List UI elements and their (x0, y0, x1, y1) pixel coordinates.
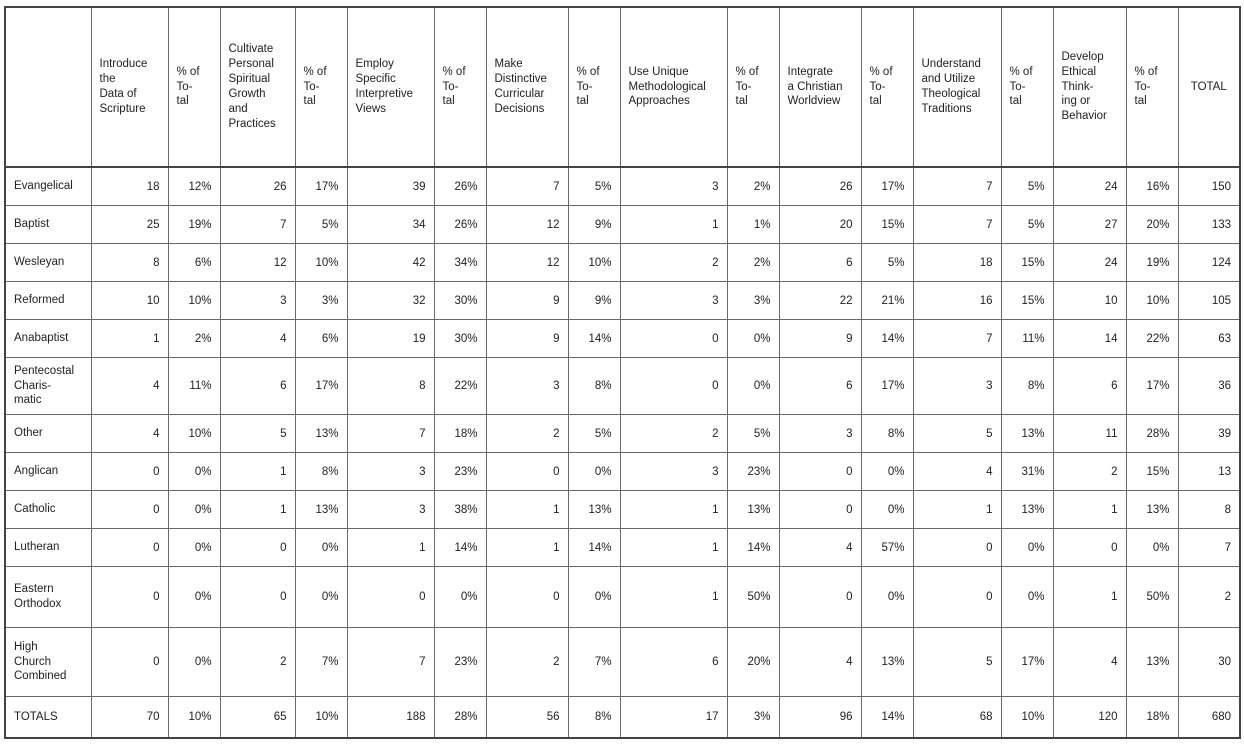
count-cell: 1 (1053, 567, 1126, 628)
table-row (5, 491, 1240, 529)
percent-cell: 10% (295, 697, 347, 739)
count-cell: 17 (620, 697, 727, 739)
percent-cell: 13% (1001, 415, 1053, 453)
count-cell: 3 (347, 491, 434, 529)
count-cell: 2 (1053, 453, 1126, 491)
count-cell: 96 (779, 697, 861, 739)
percent-cell: 0% (168, 529, 220, 567)
percent-cell: 10% (168, 415, 220, 453)
percent-cell: 50% (1126, 567, 1178, 628)
total-cell: 36 (1178, 358, 1240, 415)
percent-cell: 0% (727, 320, 779, 358)
percent-cell: 14% (568, 529, 620, 567)
count-cell: 1 (486, 491, 568, 529)
count-cell: 68 (913, 697, 1001, 739)
total-cell: 124 (1178, 244, 1240, 282)
header-row (5, 7, 1240, 167)
header-pct: % of To- tal (434, 7, 486, 167)
count-cell: 3 (913, 358, 1001, 415)
row-label: Reformed (5, 282, 91, 320)
count-cell: 0 (779, 491, 861, 529)
count-cell: 0 (91, 628, 168, 697)
total-cell: 7 (1178, 529, 1240, 567)
count-cell: 1 (620, 491, 727, 529)
table-row (5, 567, 1240, 628)
percent-cell: 10% (295, 244, 347, 282)
count-cell: 4 (913, 453, 1001, 491)
count-cell: 3 (620, 453, 727, 491)
percent-cell: 15% (1126, 453, 1178, 491)
percent-cell: 9% (568, 282, 620, 320)
percent-cell: 10% (168, 282, 220, 320)
count-cell: 5 (220, 415, 295, 453)
header-pct: % of To- tal (861, 7, 913, 167)
total-cell: 680 (1178, 697, 1240, 739)
percent-cell: 2% (727, 244, 779, 282)
count-cell: 2 (486, 628, 568, 697)
count-cell: 56 (486, 697, 568, 739)
table-row (5, 358, 1240, 415)
count-cell: 5 (913, 628, 1001, 697)
count-cell: 26 (779, 167, 861, 206)
percent-cell: 6% (295, 320, 347, 358)
percent-cell: 0% (168, 567, 220, 628)
percent-cell: 17% (1126, 358, 1178, 415)
header-ethical-thinking: Develop Ethical Think- ing or Behavior (1053, 7, 1126, 167)
percent-cell: 26% (434, 167, 486, 206)
percent-cell: 28% (1126, 415, 1178, 453)
percent-cell: 34% (434, 244, 486, 282)
header-cell-corner (5, 7, 91, 167)
table-row (5, 206, 1240, 244)
percent-cell: 13% (1001, 491, 1053, 529)
count-cell: 0 (779, 567, 861, 628)
row-label: Anglican (5, 453, 91, 491)
percent-cell: 5% (1001, 206, 1053, 244)
total-cell: 2 (1178, 567, 1240, 628)
percent-cell: 16% (1126, 167, 1178, 206)
count-cell: 10 (1053, 282, 1126, 320)
table-wrapper (4, 6, 1241, 739)
percent-cell: 18% (1126, 697, 1178, 739)
totals-row (5, 697, 1240, 739)
percent-cell: 23% (727, 453, 779, 491)
total-cell: 39 (1178, 415, 1240, 453)
percent-cell: 0% (568, 453, 620, 491)
count-cell: 1 (486, 529, 568, 567)
percent-cell: 12% (168, 167, 220, 206)
row-label: Eastern Orthodox (5, 567, 91, 628)
percent-cell: 5% (1001, 167, 1053, 206)
percent-cell: 2% (168, 320, 220, 358)
percent-cell: 21% (861, 282, 913, 320)
percent-cell: 14% (434, 529, 486, 567)
header-pct: % of To- tal (1126, 7, 1178, 167)
count-cell: 65 (220, 697, 295, 739)
count-cell: 0 (486, 453, 568, 491)
percent-cell: 22% (434, 358, 486, 415)
count-cell: 22 (779, 282, 861, 320)
count-cell: 9 (486, 282, 568, 320)
count-cell: 2 (620, 415, 727, 453)
percent-cell: 8% (295, 453, 347, 491)
count-cell: 12 (486, 244, 568, 282)
percent-cell: 0% (168, 453, 220, 491)
count-cell: 3 (620, 167, 727, 206)
percent-cell: 15% (861, 206, 913, 244)
percent-cell: 0% (727, 358, 779, 415)
percent-cell: 19% (1126, 244, 1178, 282)
count-cell: 8 (91, 244, 168, 282)
count-cell: 7 (913, 167, 1001, 206)
header-methodological-approaches: Use Unique Methodological Approaches (620, 7, 727, 167)
count-cell: 4 (220, 320, 295, 358)
row-label: Lutheran (5, 529, 91, 567)
percent-cell: 28% (434, 697, 486, 739)
count-cell: 8 (347, 358, 434, 415)
count-cell: 16 (913, 282, 1001, 320)
percent-cell: 5% (568, 167, 620, 206)
count-cell: 12 (486, 206, 568, 244)
count-cell: 9 (779, 320, 861, 358)
count-cell: 3 (220, 282, 295, 320)
count-cell: 120 (1053, 697, 1126, 739)
header-pct: % of To- tal (568, 7, 620, 167)
percent-cell: 15% (1001, 244, 1053, 282)
row-label: Wesleyan (5, 244, 91, 282)
percent-cell: 0% (568, 567, 620, 628)
table-row (5, 167, 1240, 206)
percent-cell: 6% (168, 244, 220, 282)
percent-cell: 10% (568, 244, 620, 282)
count-cell: 26 (220, 167, 295, 206)
total-cell: 150 (1178, 167, 1240, 206)
total-cell: 133 (1178, 206, 1240, 244)
header-theological-traditions: Understand and Utilize Theological Traditions (913, 7, 1001, 167)
count-cell: 6 (779, 358, 861, 415)
percent-cell: 2% (727, 167, 779, 206)
count-cell: 1 (220, 453, 295, 491)
count-cell: 5 (913, 415, 1001, 453)
count-cell: 25 (91, 206, 168, 244)
percent-cell: 15% (1001, 282, 1053, 320)
total-cell: 105 (1178, 282, 1240, 320)
count-cell: 12 (220, 244, 295, 282)
percent-cell: 30% (434, 320, 486, 358)
count-cell: 2 (220, 628, 295, 697)
percent-cell: 17% (861, 358, 913, 415)
percent-cell: 0% (295, 529, 347, 567)
count-cell: 7 (913, 320, 1001, 358)
percent-cell: 22% (1126, 320, 1178, 358)
count-cell: 24 (1053, 167, 1126, 206)
table-row (5, 320, 1240, 358)
percent-cell: 14% (861, 697, 913, 739)
count-cell: 3 (486, 358, 568, 415)
percent-cell: 11% (1001, 320, 1053, 358)
percent-cell: 13% (861, 628, 913, 697)
count-cell: 1 (1053, 491, 1126, 529)
percent-cell: 8% (568, 358, 620, 415)
count-cell: 1 (620, 529, 727, 567)
percent-cell: 0% (168, 491, 220, 529)
header-interpretive-views: Employ Specific Interpretive Views (347, 7, 434, 167)
count-cell: 7 (220, 206, 295, 244)
percent-cell: 9% (568, 206, 620, 244)
percent-cell: 5% (727, 415, 779, 453)
count-cell: 4 (1053, 628, 1126, 697)
total-cell: 13 (1178, 453, 1240, 491)
percent-cell: 10% (168, 697, 220, 739)
count-cell: 7 (913, 206, 1001, 244)
count-cell: 2 (620, 244, 727, 282)
count-cell: 0 (220, 567, 295, 628)
percent-cell: 17% (861, 167, 913, 206)
percent-cell: 10% (1126, 282, 1178, 320)
count-cell: 9 (486, 320, 568, 358)
count-cell: 70 (91, 697, 168, 739)
count-cell: 0 (620, 358, 727, 415)
count-cell: 0 (91, 529, 168, 567)
percent-cell: 3% (727, 697, 779, 739)
header-pct: % of To- tal (295, 7, 347, 167)
percent-cell: 23% (434, 628, 486, 697)
percent-cell: 0% (861, 567, 913, 628)
percent-cell: 0% (168, 628, 220, 697)
count-cell: 14 (1053, 320, 1126, 358)
header-christian-worldview: Integrate a Christian Worldview (779, 7, 861, 167)
percent-cell: 14% (568, 320, 620, 358)
percent-cell: 14% (861, 320, 913, 358)
percent-cell: 0% (1001, 567, 1053, 628)
count-cell: 3 (347, 453, 434, 491)
percent-cell: 8% (1001, 358, 1053, 415)
header-pct: % of To- tal (168, 7, 220, 167)
row-label: Baptist (5, 206, 91, 244)
percent-cell: 8% (861, 415, 913, 453)
percent-cell: 20% (727, 628, 779, 697)
percent-cell: 5% (861, 244, 913, 282)
percent-cell: 13% (1126, 491, 1178, 529)
row-label: Anabaptist (5, 320, 91, 358)
percent-cell: 7% (295, 628, 347, 697)
percent-cell: 19% (168, 206, 220, 244)
count-cell: 0 (347, 567, 434, 628)
count-cell: 4 (779, 529, 861, 567)
count-cell: 0 (913, 529, 1001, 567)
header-cultivate-growth: Cultivate Personal Spiritual Growth and Practices (220, 7, 295, 167)
percent-cell: 13% (295, 415, 347, 453)
percent-cell: 0% (1001, 529, 1053, 567)
count-cell: 0 (91, 567, 168, 628)
count-cell: 4 (91, 358, 168, 415)
count-cell: 7 (486, 167, 568, 206)
count-cell: 0 (913, 567, 1001, 628)
count-cell: 0 (91, 491, 168, 529)
count-cell: 42 (347, 244, 434, 282)
count-cell: 1 (347, 529, 434, 567)
count-cell: 6 (1053, 358, 1126, 415)
count-cell: 19 (347, 320, 434, 358)
row-label: Evangelical (5, 167, 91, 206)
denomination-objectives-table (4, 6, 1241, 739)
percent-cell: 26% (434, 206, 486, 244)
count-cell: 3 (779, 415, 861, 453)
count-cell: 188 (347, 697, 434, 739)
header-pct: % of To- tal (1001, 7, 1053, 167)
count-cell: 0 (220, 529, 295, 567)
percent-cell: 17% (295, 358, 347, 415)
row-label: Pentecostal Charis- matic (5, 358, 91, 415)
count-cell: 39 (347, 167, 434, 206)
count-cell: 4 (91, 415, 168, 453)
percent-cell: 1% (727, 206, 779, 244)
percent-cell: 13% (727, 491, 779, 529)
row-label: Catholic (5, 491, 91, 529)
table-row (5, 529, 1240, 567)
row-label: TOTALS (5, 697, 91, 739)
percent-cell: 31% (1001, 453, 1053, 491)
count-cell: 1 (913, 491, 1001, 529)
count-cell: 0 (620, 320, 727, 358)
count-cell: 4 (779, 628, 861, 697)
table-body (5, 167, 1240, 738)
count-cell: 0 (1053, 529, 1126, 567)
percent-cell: 23% (434, 453, 486, 491)
row-label: High Church Combined (5, 628, 91, 697)
percent-cell: 20% (1126, 206, 1178, 244)
header-total: TOTAL (1178, 7, 1240, 167)
percent-cell: 50% (727, 567, 779, 628)
percent-cell: 17% (1001, 628, 1053, 697)
count-cell: 0 (779, 453, 861, 491)
percent-cell: 0% (861, 491, 913, 529)
count-cell: 34 (347, 206, 434, 244)
count-cell: 18 (91, 167, 168, 206)
total-cell: 63 (1178, 320, 1240, 358)
percent-cell: 0% (1126, 529, 1178, 567)
count-cell: 1 (220, 491, 295, 529)
percent-cell: 13% (1126, 628, 1178, 697)
percent-cell: 5% (295, 206, 347, 244)
percent-cell: 14% (727, 529, 779, 567)
percent-cell: 11% (168, 358, 220, 415)
count-cell: 2 (486, 415, 568, 453)
count-cell: 27 (1053, 206, 1126, 244)
count-cell: 6 (779, 244, 861, 282)
percent-cell: 0% (861, 453, 913, 491)
count-cell: 7 (347, 415, 434, 453)
percent-cell: 30% (434, 282, 486, 320)
total-cell: 30 (1178, 628, 1240, 697)
count-cell: 7 (347, 628, 434, 697)
percent-cell: 13% (568, 491, 620, 529)
percent-cell: 3% (727, 282, 779, 320)
table-row (5, 453, 1240, 491)
percent-cell: 3% (295, 282, 347, 320)
count-cell: 3 (620, 282, 727, 320)
count-cell: 6 (620, 628, 727, 697)
percent-cell: 18% (434, 415, 486, 453)
count-cell: 1 (620, 206, 727, 244)
percent-cell: 10% (1001, 697, 1053, 739)
count-cell: 11 (1053, 415, 1126, 453)
total-cell: 8 (1178, 491, 1240, 529)
percent-cell: 57% (861, 529, 913, 567)
percent-cell: 0% (295, 567, 347, 628)
count-cell: 1 (91, 320, 168, 358)
count-cell: 20 (779, 206, 861, 244)
count-cell: 18 (913, 244, 1001, 282)
row-label: Other (5, 415, 91, 453)
count-cell: 0 (486, 567, 568, 628)
percent-cell: 7% (568, 628, 620, 697)
count-cell: 24 (1053, 244, 1126, 282)
header-curricular-decisions: Make Distinctive Curricular Decisions (486, 7, 568, 167)
count-cell: 1 (620, 567, 727, 628)
header-pct: % of To- tal (727, 7, 779, 167)
percent-cell: 38% (434, 491, 486, 529)
table-row (5, 282, 1240, 320)
table-row (5, 415, 1240, 453)
header-introduce-scripture: Introduce the Data of Scripture (91, 7, 168, 167)
count-cell: 32 (347, 282, 434, 320)
percent-cell: 17% (295, 167, 347, 206)
percent-cell: 0% (434, 567, 486, 628)
count-cell: 0 (91, 453, 168, 491)
percent-cell: 13% (295, 491, 347, 529)
percent-cell: 8% (568, 697, 620, 739)
count-cell: 10 (91, 282, 168, 320)
table-row (5, 244, 1240, 282)
table-row (5, 628, 1240, 697)
count-cell: 6 (220, 358, 295, 415)
percent-cell: 5% (568, 415, 620, 453)
